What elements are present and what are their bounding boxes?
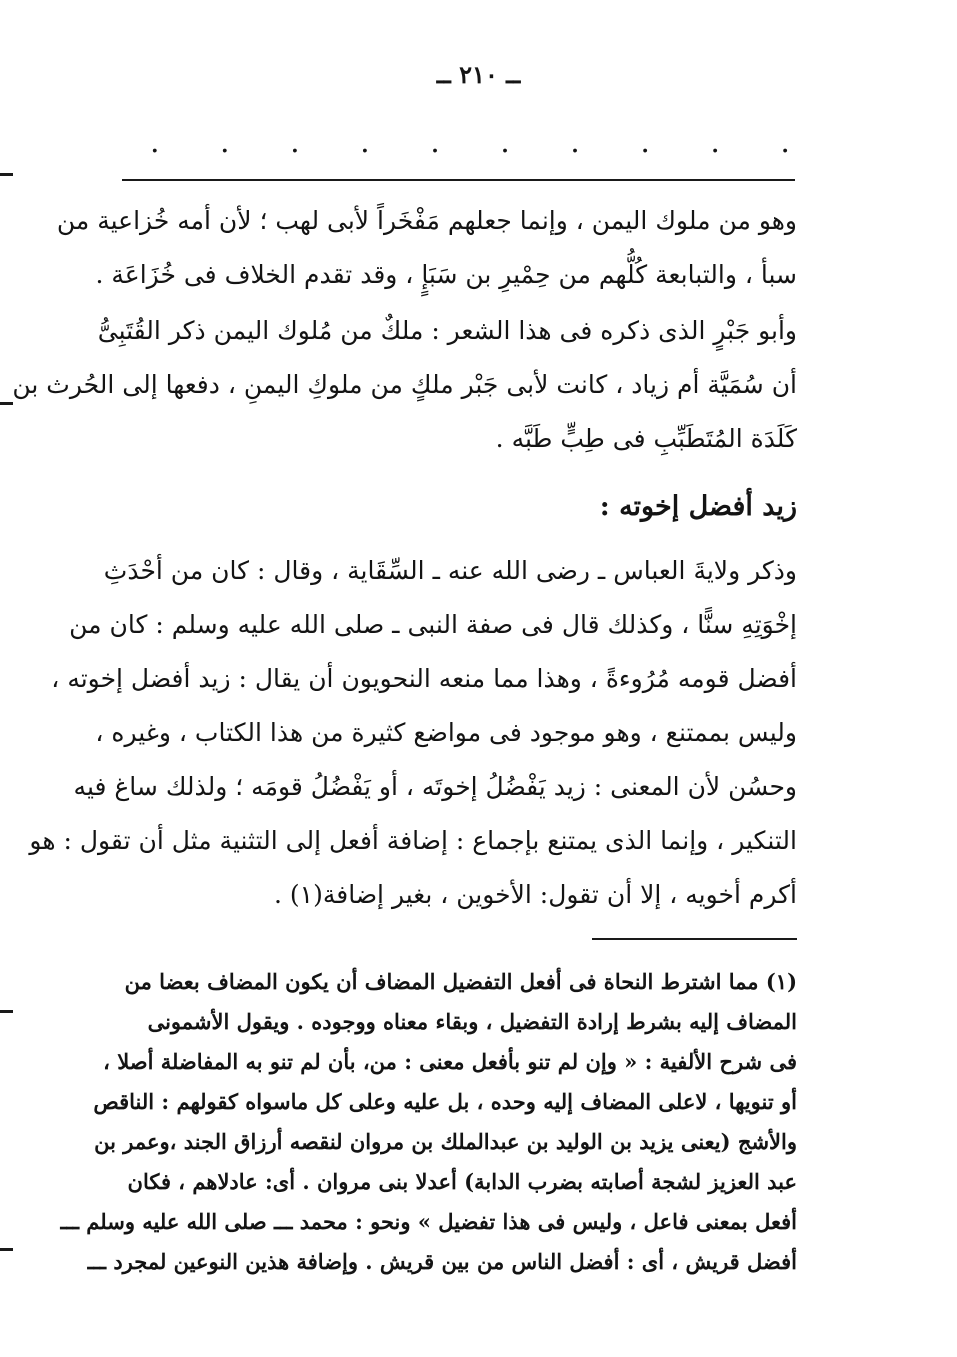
footnote-rule (592, 938, 797, 940)
dot: . (290, 125, 300, 160)
dot: . (710, 125, 720, 160)
margin-mark (0, 402, 13, 405)
text-line: أن سُمَيَّة أم زياد ، كانت لأبى جَبْر ملكٍ من ملوكِ اليمنِ ، دفعها إلى الحُرث بن (12, 370, 797, 399)
text-line: وليس بممتنع ، وهو موجود فى مواضع كثيرة من هذا الكتاب ، وغيره ، (95, 718, 797, 747)
footnote (60, 962, 797, 1282)
text-line: كَلَدَة المُتَطَبِّبِ فى طِبٍّ طَبَّه . (495, 424, 797, 453)
paragraph-1 (56, 194, 797, 302)
dot: . (570, 125, 580, 160)
dot: . (640, 125, 650, 160)
separator-dots (150, 125, 790, 160)
footnote-line: (١) مما اشترط النحاة فى أفعل التفضيل المضاف أن يكون المضاف بعضا من (124, 969, 797, 994)
dot: . (220, 125, 230, 160)
dot: . (780, 125, 790, 160)
text-line: التنكير ، وإنما الذى يمتنع بإجماع : إضافة أفعل إلى التثنية مثل أن تقول : هو (29, 826, 797, 855)
footnote-line: أفعل بمعنى فاعل ، وليس فى هذا تفضيل » ونحو : محمد ـــ صلى الله عليه وسلم ـــ (60, 1209, 797, 1234)
footnote-line: أفضل قريش ، أى : أفضل الناس من بين قريش . وإضافة هذين النوعين لمجرد ـــ (87, 1249, 797, 1274)
dot: . (430, 125, 440, 160)
footnote-line: أو تنويها ، لاعلى المضاف إليه وحده ، بل عليه وعلى كل ماسواه كقولهم : الناقص (93, 1089, 797, 1114)
margin-mark (0, 1010, 13, 1013)
dot: . (500, 125, 510, 160)
footnote-line: عبد العزيز لشجة أصابته بضرب الدابة) أعدلا بنى مروان . أى: عادلاهم ، فكان (127, 1169, 797, 1194)
text-line: إخْوَتِهِ سنًّا ، وكذلك قال فى صفة النبى ـ صلى الله عليه وسلم : كان من (69, 610, 797, 639)
section-heading-block (125, 480, 797, 534)
dot: . (360, 125, 370, 160)
text-line: أفضل قومه مُرُوءةً ، وهذا مما منعه النحويون أن يقال : زيد أفضل إخوته ، (51, 664, 797, 693)
header-rule (122, 179, 795, 181)
section-heading: زيد أفضل إخوته : (599, 491, 797, 522)
page-number: ــ ٢١٠ ــ (436, 60, 521, 89)
footnote-line: فى شرح الألفية : « وإن لم تنو بأفعل معنى : من، بأن لم تنو به المفاضلة أصلا ، (103, 1049, 797, 1074)
text-line: وحسُن لأن المعنى : زيد يَفْضُلُ إخوتَه ، أو يَفْضُلُ قومَه ؛ ولذلك ساغ فيه (73, 772, 797, 801)
paragraph-3 (29, 544, 797, 922)
dot: . (150, 125, 160, 160)
text-line: وذكر ولايةَ العباس ـ رضى الله عنه ـ السِّقَاية ، وقال : كان من أحْدَثِ (103, 556, 797, 585)
text-line: وهو من ملوك اليمن ، وإنما جعلهم مَفْخَراً لأبى لهب ؛ لأن أمه خُزاعية من (56, 206, 797, 235)
footnote-line: والأشج (يعنى يزيد بن الوليد بن عبدالملك بن مروان لنقصه أرزاق الجند ،وعمر بن (94, 1129, 797, 1154)
footnote-line: المضاف إليه بشرط إرادة التفضيل ، وبقاء معناه ووجوده . ويقول الأشمونى (147, 1009, 797, 1034)
text-line: وأبو جَبْرٍ الذى ذكره فى هذا الشعر : ملكٌ من مُلوك اليمن ذكر القُتَبِىُّ (97, 316, 797, 345)
margin-mark (0, 173, 13, 176)
paragraph-2 (12, 304, 797, 466)
margin-mark (0, 1248, 13, 1251)
text-line: سبأ ، والتبابعة كُلُّهم من حِمْيرِ بن سَبَإٍ ، وقد تقدم الخلاف فى خُزَاعَة . (95, 260, 797, 289)
text-line: أكرم أخويه ، إلا أن تقول: الأخوين ، بغير إضافة(١) . (274, 880, 797, 909)
